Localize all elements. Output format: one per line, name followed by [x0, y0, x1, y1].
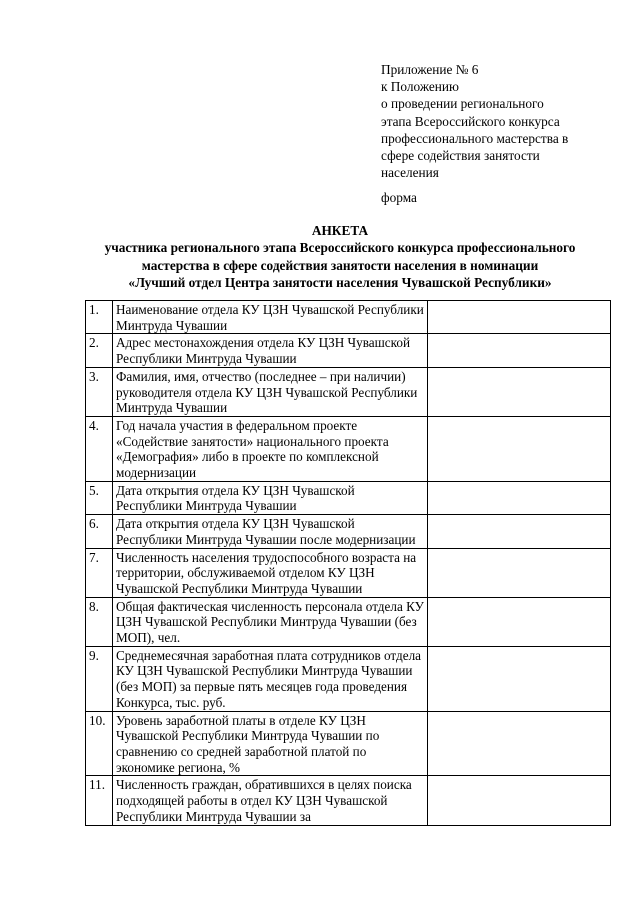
appendix-line: сфере содействия занятости [381, 148, 540, 164]
row-label: Численность граждан, обратившихся в целях поиска подходящей работы в отдел КУ ЦЗН Чувашской Республики Минтруда Чувашии за [113, 776, 428, 825]
row-value-field[interactable] [428, 367, 611, 416]
row-number: 5. [86, 481, 113, 514]
table-row [86, 597, 611, 646]
row-value-field[interactable] [428, 711, 611, 776]
row-label: Адрес местонахождения отдела КУ ЦЗН Чувашской Республики Минтруда Чувашии [113, 334, 428, 367]
row-number: 11. [86, 776, 113, 825]
row-value-field[interactable] [428, 646, 611, 711]
title-heading: АНКЕТА [311, 223, 369, 238]
table-row [86, 334, 611, 367]
table-row [86, 711, 611, 776]
table-row [86, 416, 611, 481]
appendix-line: о проведении регионального [381, 96, 544, 112]
table-row [86, 515, 611, 548]
appendix-line: профессионального мастерства в [381, 130, 569, 146]
row-value-field[interactable] [428, 548, 611, 597]
row-number: 3. [86, 367, 113, 416]
row-label: Численность населения трудоспособного возраста на территории, обслуживаемой отделом КУ ЦЗН Чувашской Республики Минтруда Чувашии [113, 548, 428, 597]
appendix-line: Приложение № 6 [381, 62, 479, 77]
row-number: 1. [86, 301, 113, 334]
row-number: 9. [86, 646, 113, 711]
title-line: мастерства в сфере содействия занятости населения в номинации [141, 257, 539, 273]
row-value-field[interactable] [428, 481, 611, 514]
row-number: 6. [86, 515, 113, 548]
row-value-field[interactable] [428, 597, 611, 646]
row-label: Фамилия, имя, отчество (последнее – при наличии) руководителя отдела КУ ЦЗН Чувашской Республики Минтруда Чувашии [113, 367, 428, 416]
table-row [86, 301, 611, 334]
appendix-note [381, 61, 611, 181]
title-line: «Лучший отдел Центра занятости населения Чувашской Республики» [128, 275, 552, 291]
table-row [86, 646, 611, 711]
appendix-line: этапа Всероссийского конкурса [381, 113, 560, 129]
row-label: Среднемесячная заработная плата сотрудников отдела КУ ЦЗН Чувашской Республики Минтруда Чувашии (без МОП) за первые пять месяцев года проведения Конкурса, тыс. руб. [113, 646, 428, 711]
table-row [86, 367, 611, 416]
row-number: 8. [86, 597, 113, 646]
row-value-field[interactable] [428, 334, 611, 367]
row-label: Год начала участия в федеральном проекте «Содействие занятости» национального проекта «Демография» либо в проекте по комплексной модернизации [113, 416, 428, 481]
row-label: Уровень заработной платы в отделе КУ ЦЗН Чувашской Республики Минтруда Чувашии по сравнению со средней заработной платой по экономике региона, % [113, 711, 428, 776]
row-value-field[interactable] [428, 515, 611, 548]
row-value-field[interactable] [428, 416, 611, 481]
row-label: Дата открытия отдела КУ ЦЗН Чувашской Республики Минтруда Чувашии после модернизации [113, 515, 428, 548]
appendix-line: населения [381, 165, 439, 181]
row-value-field[interactable] [428, 301, 611, 334]
row-value-field[interactable] [428, 776, 611, 825]
row-number: 2. [86, 334, 113, 367]
document-title [60, 222, 620, 292]
table-row [86, 481, 611, 514]
row-number: 7. [86, 548, 113, 597]
appendix-line: к Положению [381, 79, 459, 95]
row-number: 10. [86, 711, 113, 776]
form-label: форма [381, 190, 417, 205]
row-label: Общая фактическая численность персонала отдела КУ ЦЗН Чувашской Республики Минтруда Чувашии (без МОП), чел. [113, 597, 428, 646]
questionnaire-body [86, 301, 611, 826]
row-label: Дата открытия отдела КУ ЦЗН Чувашской Республики Минтруда Чувашии [113, 481, 428, 514]
questionnaire-table [85, 300, 611, 826]
row-number: 4. [86, 416, 113, 481]
table-row [86, 776, 611, 825]
row-label: Наименование отдела КУ ЦЗН Чувашской Республики Минтруда Чувашии [113, 301, 428, 334]
table-row [86, 548, 611, 597]
page-bottom-margin [0, 864, 640, 905]
title-line: участника регионального этапа Всероссийского конкурса профессионального [104, 240, 576, 256]
